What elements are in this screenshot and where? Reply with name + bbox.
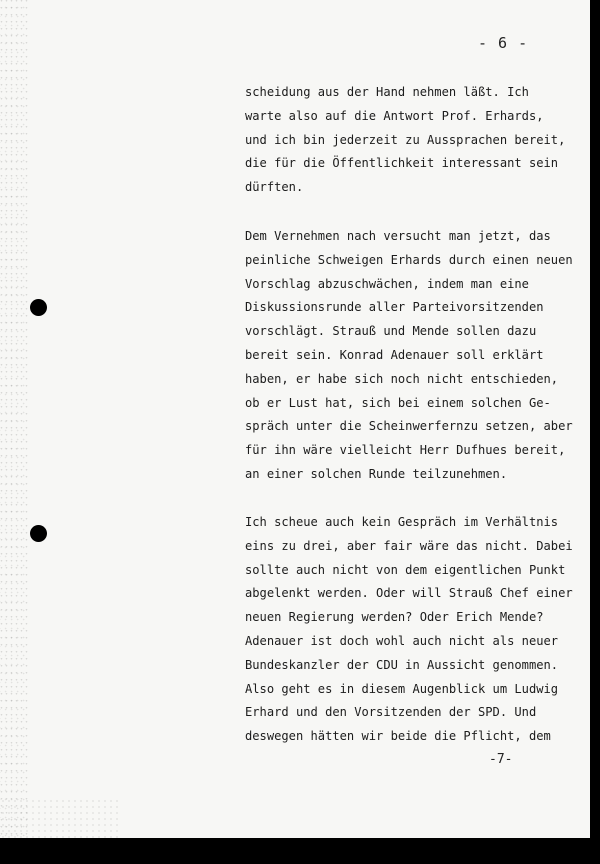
punch-hole-lower [30, 525, 47, 542]
punch-hole-upper [30, 299, 47, 316]
text-line: für ihn wäre vielleicht Herr Dufhues bereit, [245, 443, 566, 458]
text-line: deswegen hätten wir beide die Pflicht, dem [245, 729, 551, 744]
text-line: vorschlägt. Strauß und Mende sollen dazu [245, 324, 537, 339]
text-line: Ich scheue auch kein Gespräch im Verhältnis [245, 515, 559, 529]
text-line: scheidung aus der Hand nehmen läßt. Ich [245, 85, 529, 99]
page-number: - 6 - [478, 34, 529, 52]
text-line: dürften. [245, 180, 304, 195]
text-line: peinliche Schweigen Erhards durch einen neuen [245, 252, 573, 267]
paragraph-1 [245, 81, 575, 200]
text-line: Vorschlag abzuschwächen, indem man eine [245, 276, 529, 291]
text-line: bereit sein. Konrad Adenauer soll erklärt [245, 347, 544, 362]
text-line: und ich bin jederzeit zu Aussprachen bereit, [245, 132, 566, 147]
text-line: sollte auch nicht von dem eigentlichen Punkt [245, 562, 566, 577]
text-line: neuen Regierung werden? Oder Erich Mende? [245, 610, 544, 625]
text-line: warte also auf die Antwort Prof. Erhards, [245, 108, 544, 123]
text-line: Also geht es in diesem Augenblick um Ludwig [245, 681, 559, 696]
text-line: Bundeskanzler der CDU in Aussicht genommen. [245, 657, 559, 672]
text-line: Adenauer ist doch wohl auch nicht als neuer [245, 633, 559, 648]
text-line: Erhard und den Vorsitzenden der SPD. Und [245, 705, 537, 720]
text-line: an einer solchen Runde teilzunehmen. [245, 466, 508, 481]
text-line: ob er Lust hat, sich bei einem solchen Ge- [245, 395, 551, 410]
text-line: abgelenkt werden. Oder will Strauß Chef einer [245, 586, 573, 601]
paragraph-3 [245, 511, 575, 749]
text-line: eins zu drei, aber fair wäre das nicht. Dabei [245, 538, 573, 553]
paragraph-2 [245, 225, 575, 487]
text-line: Dem Vernehmen nach versucht man jetzt, das [245, 229, 551, 243]
scan-noise [0, 0, 28, 838]
scan-noise-bottom [0, 798, 120, 838]
text-line: Diskussionsrunde aller Parteivorsitzenden [245, 300, 544, 315]
text-line: haben, er habe sich noch nicht entschieden, [245, 371, 559, 386]
text-line: spräch unter die Scheinwerfernzu setzen, aber [245, 419, 573, 434]
next-page-marker: -7- [489, 752, 513, 767]
text-line: die für die Öffentlichkeit interessant sein [245, 156, 559, 171]
